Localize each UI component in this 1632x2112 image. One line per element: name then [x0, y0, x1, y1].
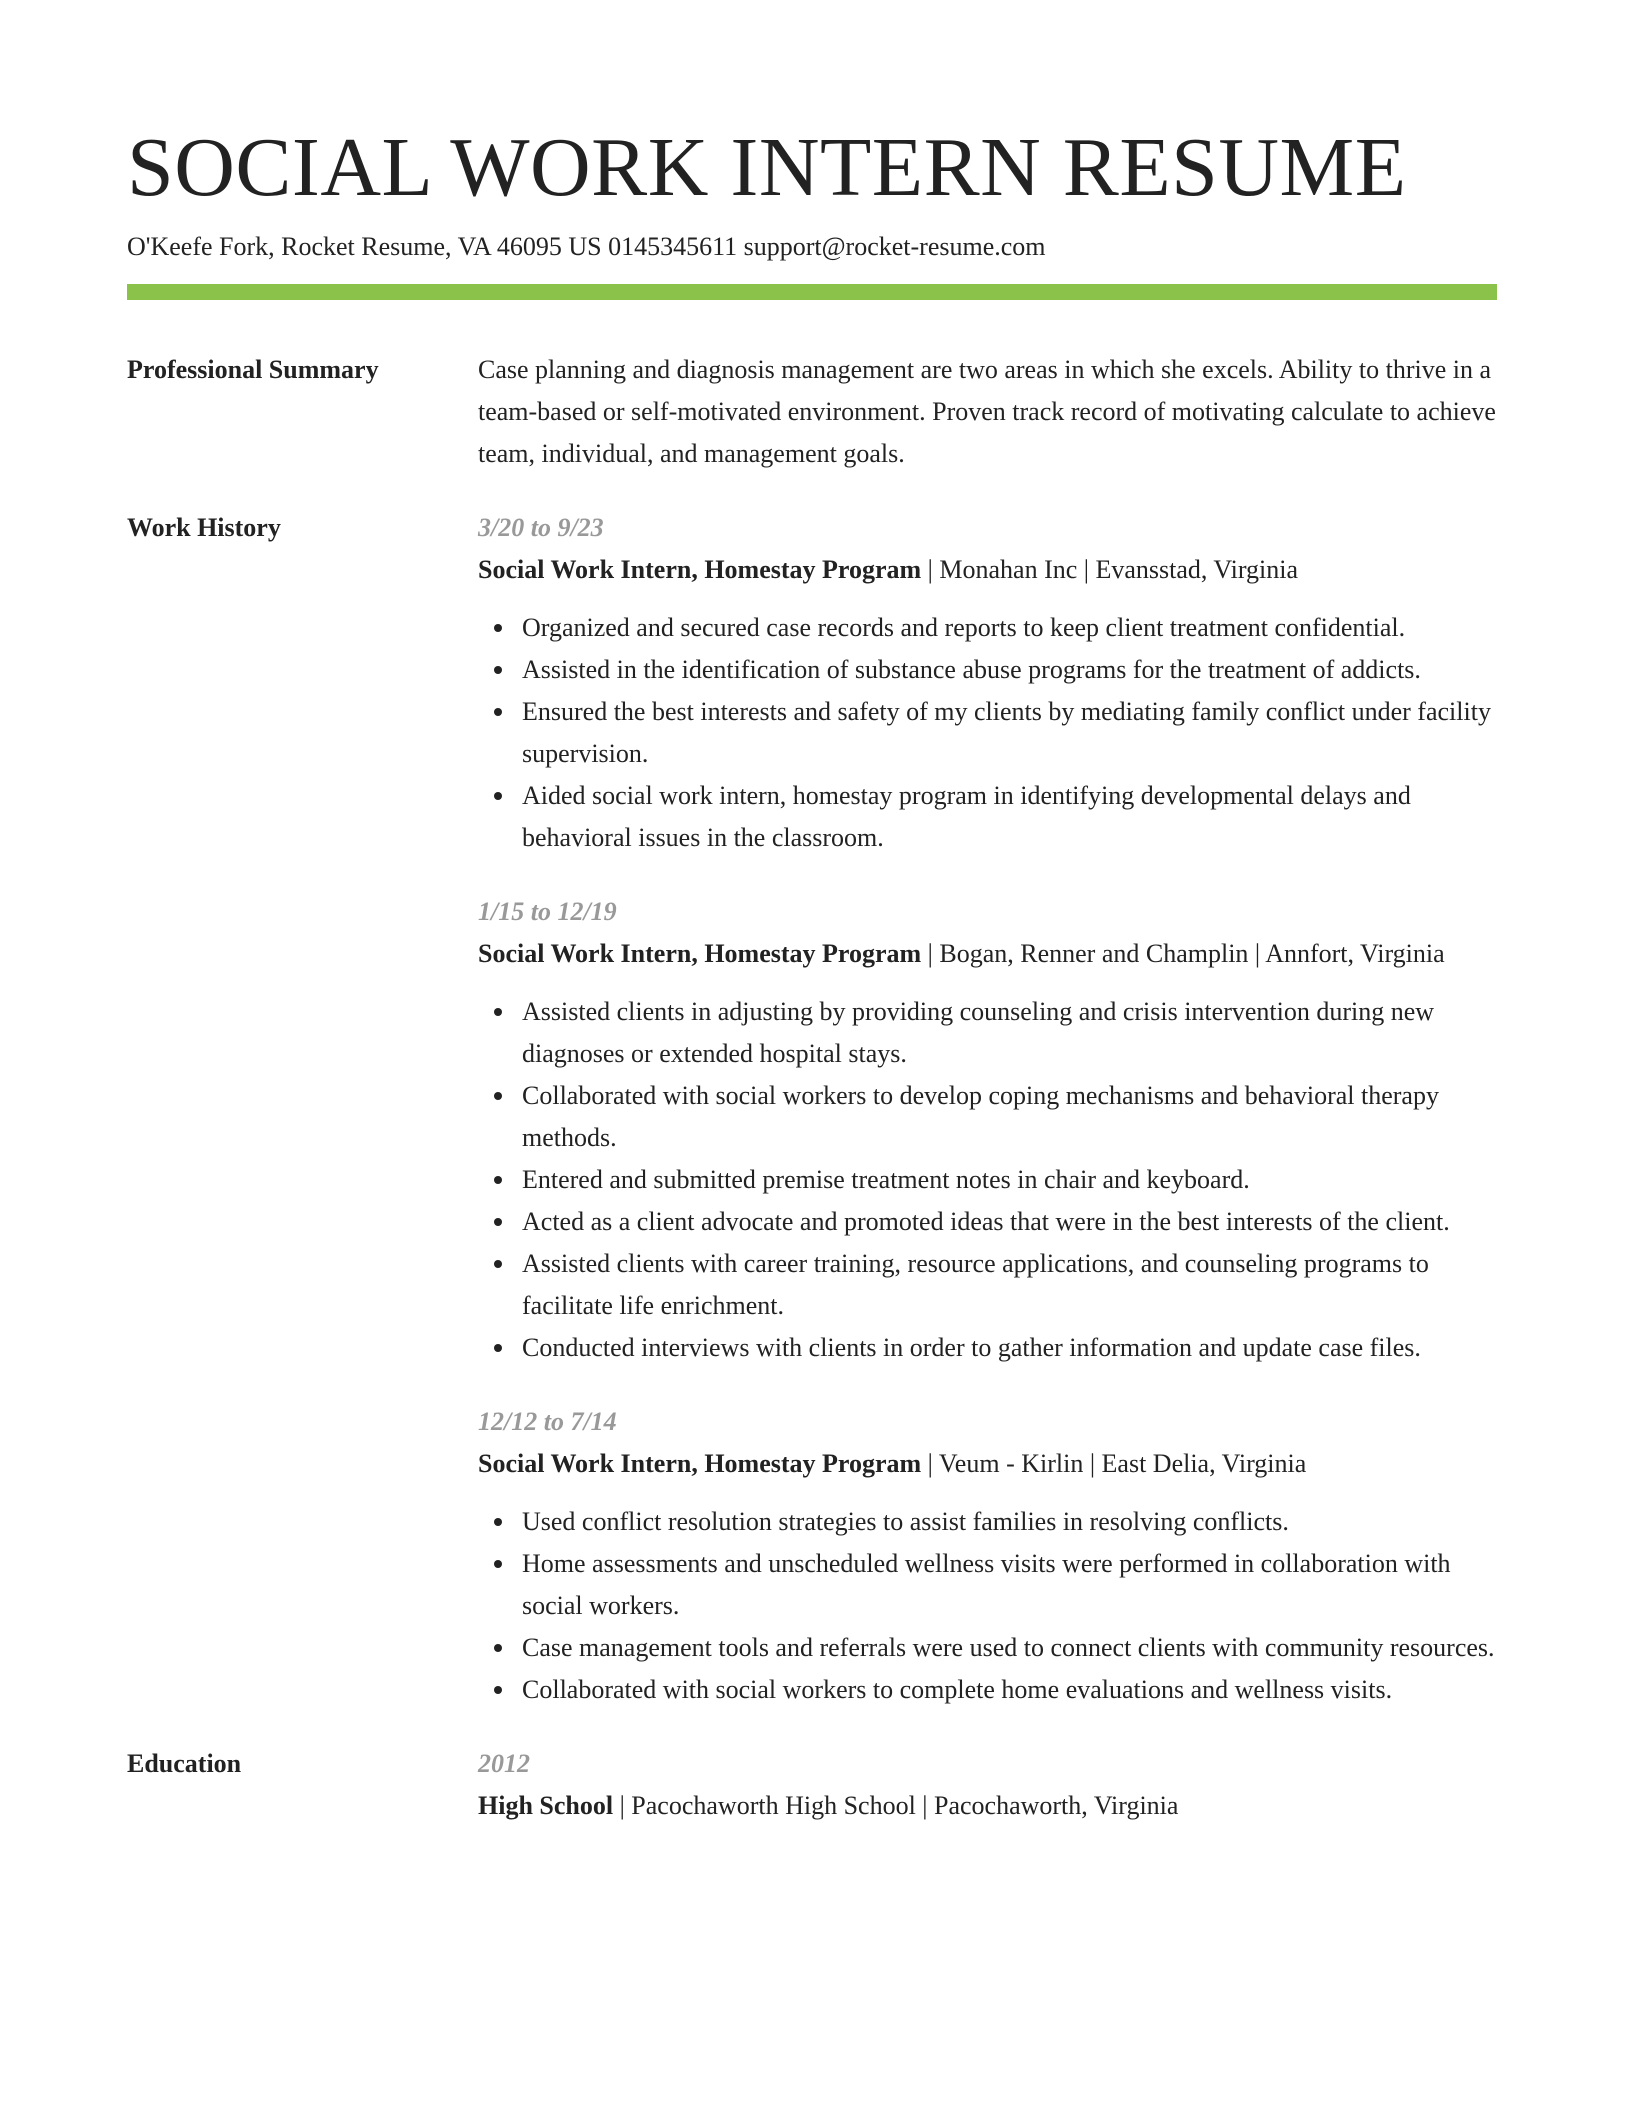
job-bullet-text: Collaborated with social workers to complete home evaluations and wellness visits. [522, 1675, 1393, 1704]
job-bullet-text: Organized and secured case records and reports to keep client treatment confidential. [522, 613, 1406, 642]
job-bullet [522, 991, 1497, 1075]
job-bullet-text: Ensured the best interests and safety of my clients by mediating family conflict under facility supervision. [522, 697, 1491, 768]
job-bullet-text: Assisted in the identification of substance abuse programs for the treatment of addicts. [522, 655, 1421, 684]
bullet-dot-icon [494, 666, 502, 674]
bullet-dot-icon [494, 1644, 502, 1652]
job-bullet-list [478, 607, 1497, 859]
job-bullet [522, 1327, 1497, 1369]
job-bullet [522, 1543, 1497, 1627]
job-bullet [522, 1159, 1497, 1201]
bullet-dot-icon [494, 792, 502, 800]
education-degree: High School [478, 1791, 614, 1820]
resume-title: SOCIAL WORK INTERN RESUME [127, 121, 1407, 214]
bullet-dot-icon [494, 1008, 502, 1016]
job-bullet-text: Aided social work intern, homestay program in identifying developmental delays and behavioral issues in the classroom. [522, 781, 1411, 852]
job-bullet-list [478, 1501, 1497, 1711]
job-bullet [522, 1627, 1497, 1669]
bullet-dot-icon [494, 1518, 502, 1526]
job-heading [478, 933, 1497, 975]
job-bullet-text: Used conflict resolution strategies to assist families in resolving conflicts. [522, 1507, 1289, 1536]
job-date: 1/15 to 12/19 [478, 897, 617, 926]
job-entry [478, 1401, 1497, 1711]
work-history-section [127, 507, 1497, 1711]
job-bullet [522, 775, 1497, 859]
work-history-body [478, 507, 1497, 1711]
education-line [478, 1785, 1497, 1827]
contact-info: O'Keefe Fork, Rocket Resume, VA 46095 US 0145345611 support@rocket-resume.com [127, 232, 1046, 261]
job-bullet [522, 1501, 1497, 1543]
job-bullet-list [478, 991, 1497, 1369]
job-bullet [522, 649, 1497, 691]
education-details: | Pacochaworth High School | Pacochaworth, Virginia [613, 1791, 1179, 1820]
summary-body [478, 349, 1497, 475]
section-label-work-history: Work History [127, 513, 281, 542]
bullet-dot-icon [494, 1218, 502, 1226]
job-bullet-text: Conducted interviews with clients in order to gather information and update case files. [522, 1333, 1421, 1362]
job-bullet [522, 1669, 1497, 1711]
job-bullet [522, 1243, 1497, 1327]
education-date: 2012 [478, 1749, 530, 1778]
bullet-dot-icon [494, 1560, 502, 1568]
bullet-dot-icon [494, 1344, 502, 1352]
summary-section [127, 349, 1497, 475]
job-details: | Veum - Kirlin | East Delia, Virginia [921, 1449, 1307, 1478]
job-bullet-text: Assisted clients in adjusting by providing counseling and crisis intervention during new diagnoses or extended hospital stays. [522, 997, 1435, 1068]
job-title: Social Work Intern, Homestay Program [478, 555, 922, 584]
job-bullet-text: Case management tools and referrals were used to connect clients with community resources. [522, 1633, 1495, 1662]
bullet-dot-icon [494, 1260, 502, 1268]
bullet-dot-icon [494, 1092, 502, 1100]
job-heading [478, 1443, 1497, 1485]
job-bullet [522, 691, 1497, 775]
bullet-dot-icon [494, 1686, 502, 1694]
job-bullet-text: Entered and submitted premise treatment notes in chair and keyboard. [522, 1165, 1250, 1194]
job-title: Social Work Intern, Homestay Program [478, 1449, 922, 1478]
bullet-dot-icon [494, 708, 502, 716]
bullet-dot-icon [494, 1176, 502, 1184]
education-body [478, 1743, 1497, 1827]
summary-text: Case planning and diagnosis management are two areas in which she excels. Ability to thrive in a team-based or self-motivated environment. Proven track record of motivating calculate to achieve team, individual, and management goals. [478, 355, 1496, 468]
resume-content [127, 349, 1497, 1827]
header-divider [127, 284, 1497, 300]
job-details: | Monahan Inc | Evansstad, Virginia [921, 555, 1299, 584]
job-bullet-text: Acted as a client advocate and promoted ideas that were in the best interests of the client. [522, 1207, 1450, 1236]
job-entry [478, 507, 1497, 859]
job-title: Social Work Intern, Homestay Program [478, 939, 922, 968]
job-date: 3/20 to 9/23 [478, 513, 604, 542]
job-date: 12/12 to 7/14 [478, 1407, 617, 1436]
job-bullet-text: Assisted clients with career training, resource applications, and counseling programs to facilitate life enrichment. [522, 1249, 1429, 1320]
section-label-summary: Professional Summary [127, 355, 379, 384]
job-entry [478, 891, 1497, 1369]
job-bullet [522, 1201, 1497, 1243]
job-bullet-text: Home assessments and unscheduled wellness visits were performed in collaboration with social workers. [522, 1549, 1451, 1620]
job-bullet-text: Collaborated with social workers to develop coping mechanisms and behavioral therapy methods. [522, 1081, 1439, 1152]
job-bullet [522, 607, 1497, 649]
bullet-dot-icon [494, 624, 502, 632]
education-section [127, 1743, 1497, 1827]
job-details: | Bogan, Renner and Champlin | Annfort, Virginia [921, 939, 1445, 968]
job-bullet [522, 1075, 1497, 1159]
job-heading [478, 549, 1497, 591]
section-label-education: Education [127, 1749, 242, 1778]
